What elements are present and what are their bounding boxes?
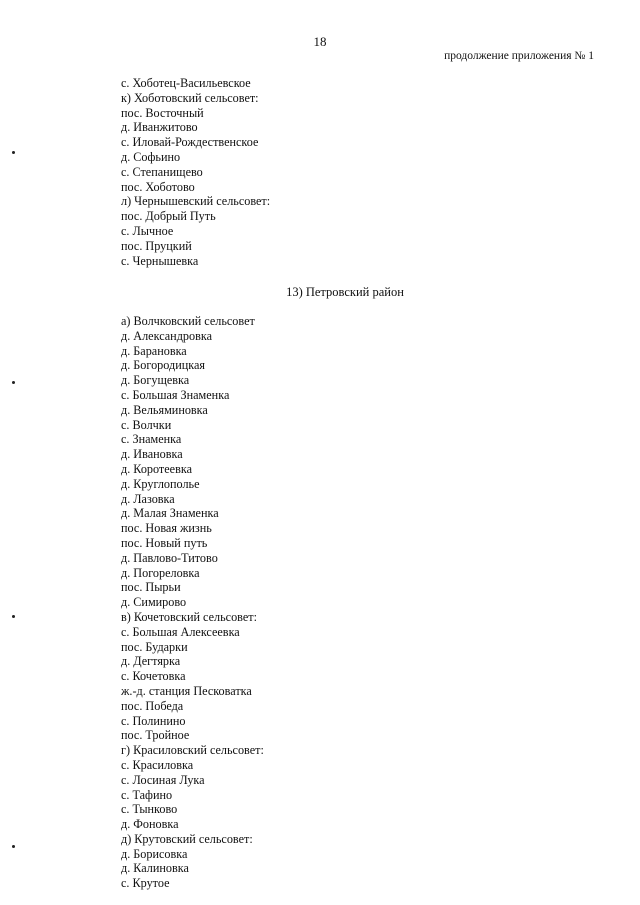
- list-item: с. Лосиная Лука: [121, 772, 205, 787]
- list-item: с. Чернышевка: [121, 253, 199, 268]
- list-item: д. Калиновка: [121, 861, 189, 876]
- list-item: пос. Добрый Путь: [121, 209, 216, 224]
- list-item: д. Симирово: [121, 595, 187, 610]
- list-item: пос. Тройное: [121, 728, 190, 743]
- list-item: д. Иванжитово: [121, 120, 198, 135]
- list-item: с. Хоботец-Васильевское: [121, 76, 251, 90]
- list-item: д. Борисовка: [121, 846, 188, 861]
- list-item: пос. Хоботово: [121, 179, 195, 194]
- list-item: д. Ивановка: [121, 447, 183, 462]
- list-item: а) Волчковский сельсовет: [121, 314, 255, 328]
- list-item: пос. Бударки: [121, 639, 188, 654]
- list-item: пос. Пруцкий: [121, 238, 192, 253]
- list-item: д. Дегтярка: [121, 654, 181, 669]
- list-item: с. Волчки: [121, 417, 172, 432]
- list-item: с. Кочетовка: [121, 669, 186, 684]
- margin-dot: [12, 151, 15, 154]
- list-item: л) Чернышевский сельсовет:: [121, 194, 271, 209]
- list-item: с. Крутое: [121, 876, 170, 891]
- list-item: с. Знаменка: [121, 432, 182, 447]
- list-item: д. Погореловка: [121, 565, 200, 580]
- list-item: пос. Пырьи: [121, 580, 181, 595]
- settlement-list-top: [121, 76, 270, 268]
- list-item: с. Тынково: [121, 802, 178, 817]
- list-item: с. Большая Алексеевка: [121, 624, 240, 639]
- list-item: г) Красиловский сельсовет:: [121, 743, 264, 758]
- list-item: с. Степанищево: [121, 164, 203, 179]
- list-item: д. Коротеевка: [121, 461, 192, 476]
- list-item: д. Малая Знаменка: [121, 506, 219, 521]
- margin-dot: [12, 381, 15, 384]
- list-item: пос. Новая жизнь: [121, 521, 212, 536]
- list-item: д. Богородицкая: [121, 358, 206, 373]
- list-item: д. Павлово-Титово: [121, 550, 218, 565]
- list-item: пос. Новый путь: [121, 535, 208, 550]
- list-item: в) Кочетовский сельсовет:: [121, 609, 257, 624]
- list-item: д. Фоновка: [121, 817, 179, 832]
- list-item: пос. Победа: [121, 698, 184, 713]
- list-item: с. Большая Знаменка: [121, 387, 230, 402]
- list-item: д. Александровка: [121, 328, 212, 343]
- list-item: к) Хоботовский сельсовет:: [121, 90, 259, 105]
- list-item: с. Полинино: [121, 713, 186, 728]
- list-item: д. Богущевка: [121, 373, 190, 388]
- margin-dot: [12, 615, 15, 618]
- list-item: д. Барановка: [121, 343, 187, 358]
- list-item: д. Софьино: [121, 149, 181, 164]
- list-item: д. Вельяминовка: [121, 402, 208, 417]
- settlement-list-petrovsky: [121, 314, 264, 891]
- list-item: д. Круглополье: [121, 476, 200, 491]
- continuation-note: продолжение приложения № 1: [444, 50, 594, 62]
- list-item: д. Лазовка: [121, 491, 175, 506]
- section-heading: 13) Петровский район: [286, 285, 404, 299]
- list-item: с. Тафино: [121, 787, 173, 802]
- list-item: д) Крутовский сельсовет:: [121, 831, 253, 846]
- margin-dot: [12, 845, 15, 848]
- page-number: 18: [313, 34, 327, 49]
- list-item: с. Иловай-Рождественское: [121, 135, 259, 150]
- list-item: пос. Восточный: [121, 105, 204, 120]
- list-item: ж.-д. станция Песковатка: [121, 683, 252, 698]
- list-item: с. Лычное: [121, 223, 174, 238]
- list-item: с. Красиловка: [121, 757, 194, 772]
